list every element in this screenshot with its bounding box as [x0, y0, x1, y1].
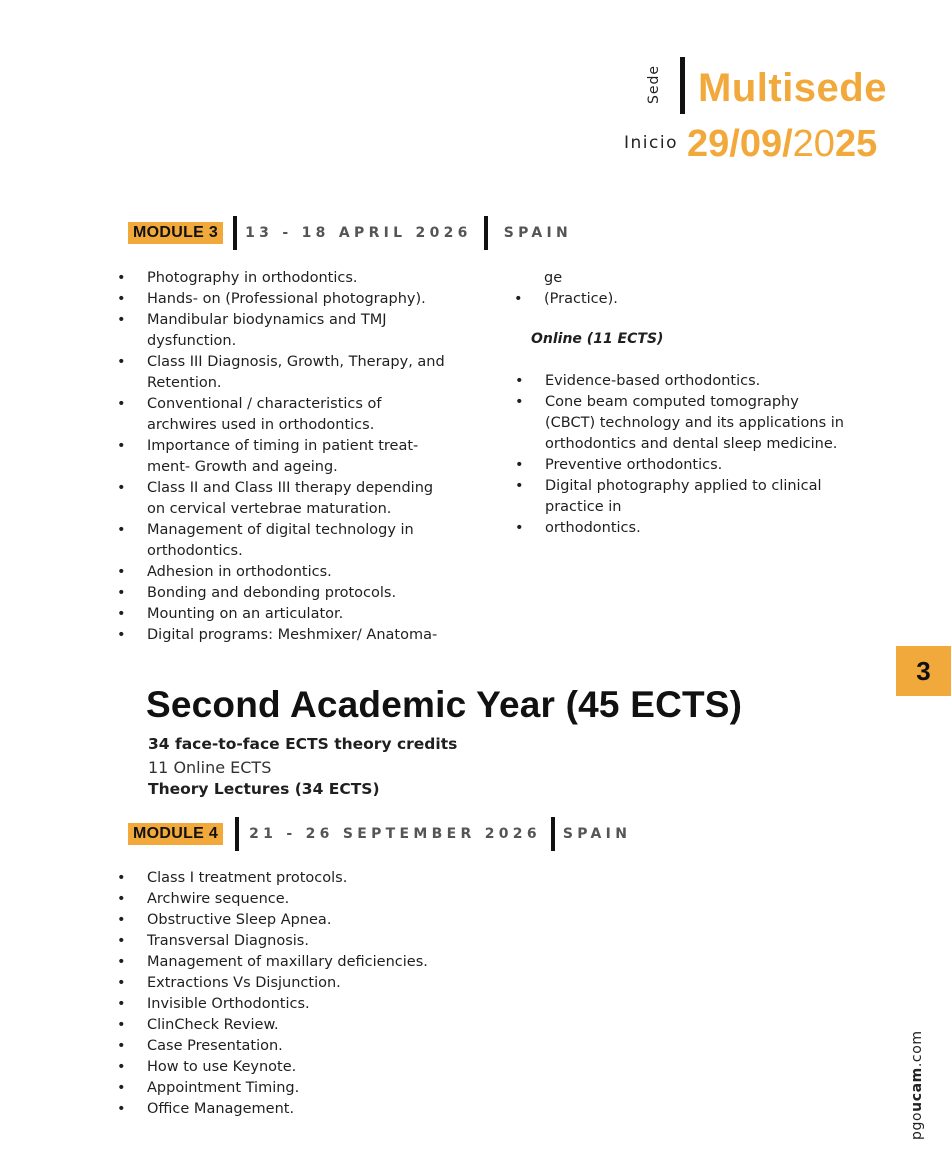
module4-location: SPAIN: [562, 826, 632, 842]
list-item: Retention.: [147, 375, 222, 391]
list-item: • Mandibular biodynamics and TMJ: [117, 310, 477, 331]
list-item: • Office Management.: [117, 1099, 517, 1120]
list-item: • ClinCheck Review.: [117, 1015, 517, 1036]
list-item: orthodontics and dental sleep medicine.: [545, 436, 838, 452]
list-item: • Conventional / characteristics of: [117, 394, 477, 415]
module3-badge: MODULE 3: [128, 222, 223, 244]
list-item: • Digital photography applied to clinical: [515, 476, 875, 497]
list-item: dysfunction.: [147, 333, 237, 349]
module3-online-list: [515, 371, 875, 539]
second-year-line1: 34 face-to-face ECTS theory credits: [148, 735, 458, 753]
module4-divider-2: [551, 817, 555, 851]
list-item: • Obstructive Sleep Apnea.: [117, 910, 517, 931]
list-item: on cervical vertebrae maturation.: [147, 501, 392, 517]
list-item: • Preventive orthodontics.: [515, 455, 875, 476]
website-url[interactable]: [909, 1024, 931, 1140]
website-bold: ucam: [909, 1067, 925, 1112]
module3-left-list: [117, 268, 477, 646]
list-item: • Importance of timing in patient treat-: [117, 436, 477, 457]
list-item: • Cone beam computed tomography: [515, 392, 875, 413]
list-item: • How to use Keynote.: [117, 1057, 517, 1078]
list-item: • Class I treatment protocols.: [117, 868, 517, 889]
list-item: • Bonding and debonding protocols.: [117, 583, 477, 604]
list-item: • Case Presentation.: [117, 1036, 517, 1057]
website-suffix: .com: [909, 1030, 925, 1068]
list-item: ge: [544, 270, 563, 286]
list-item: • Invisible Orthodontics.: [117, 994, 517, 1015]
module3-divider-2: [484, 216, 488, 250]
list-item: • Mounting on an articulator.: [117, 604, 477, 625]
list-item: • orthodontics.: [515, 518, 875, 539]
module4-header: [128, 817, 631, 851]
online-title: Online (11 ECTS): [531, 331, 664, 347]
module3-divider-1: [233, 216, 237, 250]
list-item: • Class II and Class III therapy depending: [117, 478, 477, 499]
list-item: • Appointment Timing.: [117, 1078, 517, 1099]
module3-right-top-list: [514, 268, 874, 310]
module3-dates: 13 - 18 APRIL 2026: [245, 225, 472, 241]
module4-badge: MODULE 4: [128, 823, 223, 845]
second-year-line3: Theory Lectures (34 ECTS): [148, 780, 380, 798]
list-item: orthodontics.: [147, 543, 243, 559]
module3-header: [128, 216, 572, 250]
list-item: • Transversal Diagnosis.: [117, 931, 517, 952]
list-item: • Photography in orthodontics.: [117, 268, 477, 289]
list-item: • (Practice).: [514, 289, 874, 310]
second-year-title: Second Academic Year (45 ECTS): [146, 684, 743, 725]
inicio-date-part1: 29/09/: [687, 123, 793, 165]
list-item: archwires used in orthodontics.: [147, 417, 375, 433]
list-item: • Extractions Vs Disjunction.: [117, 973, 517, 994]
inicio-date-part3: 25: [834, 123, 878, 165]
list-item: ment- Growth and ageing.: [147, 459, 338, 475]
inicio-date: [687, 123, 877, 166]
inicio-date-part2: 20: [792, 123, 835, 165]
sede-label: Sede: [646, 65, 662, 105]
page-number-tab: 3: [896, 646, 951, 696]
module3-location: SPAIN: [503, 225, 573, 241]
module4-list: [117, 868, 517, 1120]
list-item: • Class III Diagnosis, Growth, Therapy, and: [117, 352, 477, 373]
inicio-label: Inicio: [624, 133, 678, 153]
module4-divider-1: [235, 817, 239, 851]
list-item: • Management of digital technology in: [117, 520, 477, 541]
list-item: (CBCT) technology and its applications in: [545, 415, 844, 431]
list-item: • Management of maxillary deficiencies.: [117, 952, 517, 973]
list-item: • Adhesion in orthodontics.: [117, 562, 477, 583]
sede-divider: [680, 57, 685, 114]
second-year-line2: 11 Online ECTS: [148, 758, 272, 777]
list-item: • Archwire sequence.: [117, 889, 517, 910]
sede-value: Multisede: [698, 66, 887, 110]
module4-dates: 21 - 26 SEPTEMBER 2026: [249, 826, 541, 842]
list-item: • Digital programs: Meshmixer/ Anatoma-: [117, 625, 477, 646]
website-prefix: pgo: [909, 1111, 925, 1140]
list-item: practice in: [545, 499, 622, 515]
list-item: • Hands- on (Professional photography).: [117, 289, 477, 310]
list-item: • Evidence-based orthodontics.: [515, 371, 875, 392]
